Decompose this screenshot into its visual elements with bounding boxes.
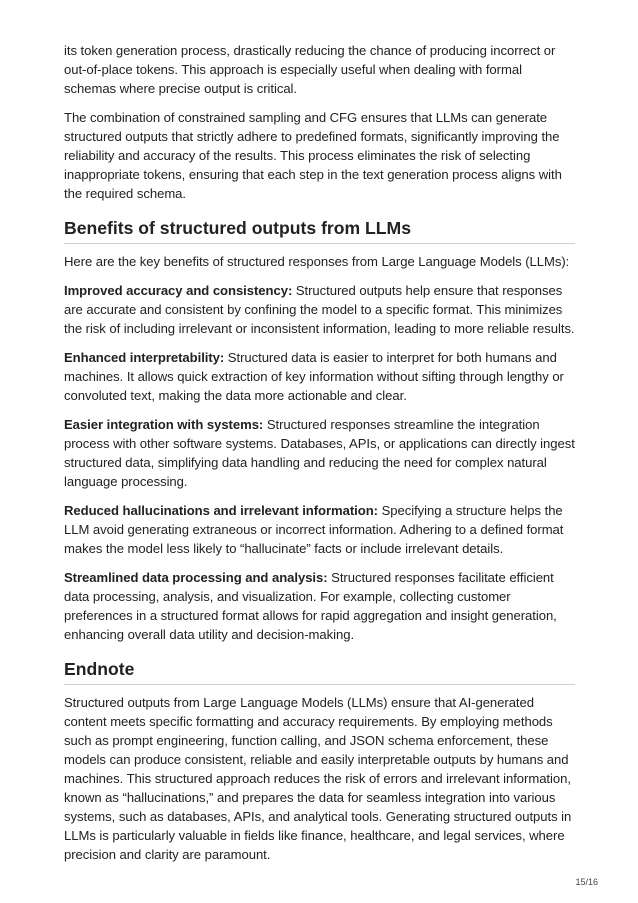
benefit-text: Structured outputs help ensure that responses are accurate and consistent by confining the model to a specific format. This minimizes the risk of including irrelevant or inconsistent information, leading to more reliable results. <box>64 283 575 336</box>
benefit-text: Structured data is easier to interpret for both humans and machines. It allows quick extraction of key information without sifting through lengthy or convoluted text, making the data more actionable and clear. <box>64 350 564 403</box>
benefit-text: Specifying a structure helps the LLM avoid generating extraneous or incorrect information. Adhering to a defined format makes the model less likely to “hallucinate” facts or include irrelevant details. <box>64 503 564 556</box>
page-number: 15/16 <box>575 877 598 887</box>
benefit-item <box>64 415 575 491</box>
benefit-title: Easier integration with systems: <box>64 417 264 432</box>
benefit-item <box>64 348 575 405</box>
intro-paragraph-1: its token generation process, drastically reducing the chance of producing incorrect or out-of-place tokens. This approach is especially useful when dealing with formal schemas where precise output is critical. <box>64 43 556 96</box>
endnote-paragraph: Structured outputs from Large Language Models (LLMs) ensure that AI-generated content meets specific formatting and accuracy requirements. By employing methods such as prompt engineering, function calling, and JSON schema enforcement, these models can produce consistent, reliable and easily interpretable outputs by humans and machines. This structured approach reduces the risk of errors and irrelevant information, known as “hallucinations,” and prepares the data for seamless integration into various systems, such as databases, APIs, and analytical tools. Generating structured outputs in LLMs is particularly valuable in fields like finance, healthcare, and legal services, where precision and clarity are paramount. <box>64 695 572 862</box>
benefit-text: Structured responses facilitate efficient data processing, analysis, and visualization. For example, collecting customer preferences in a structured format allows for rapid aggregation and insight generation, enhancing overall data utility and decision-making. <box>64 570 557 642</box>
benefit-title: Reduced hallucinations and irrelevant information: <box>64 503 378 518</box>
benefit-item <box>64 281 575 338</box>
document-page <box>64 41 575 874</box>
benefit-item <box>64 501 575 558</box>
benefit-item <box>64 568 575 644</box>
benefits-intro: Here are the key benefits of structured responses from Large Language Models (LLMs): <box>64 254 570 269</box>
benefit-title: Enhanced interpretability: <box>64 350 225 365</box>
benefit-text: Structured responses streamline the integration process with other software systems. Databases, APIs, or applications can directly ingest structured data, simplifying data handling and reducing the need for complex natural language processing. <box>64 417 575 489</box>
benefit-title: Improved accuracy and consistency: <box>64 283 293 298</box>
benefits-heading: Benefits of structured outputs from LLMs <box>64 217 575 244</box>
benefit-title: Streamlined data processing and analysis: <box>64 570 328 585</box>
intro-paragraph-2: The combination of constrained sampling and CFG ensures that LLMs can generate structured outputs that strictly adhere to predefined formats, significantly improving the reliability and accuracy of the results. This process eliminates the risk of selecting inappropriate tokens, ensuring that each step in the text generation process aligns with the required schema. <box>64 110 562 201</box>
endnote-heading: Endnote <box>64 658 575 685</box>
